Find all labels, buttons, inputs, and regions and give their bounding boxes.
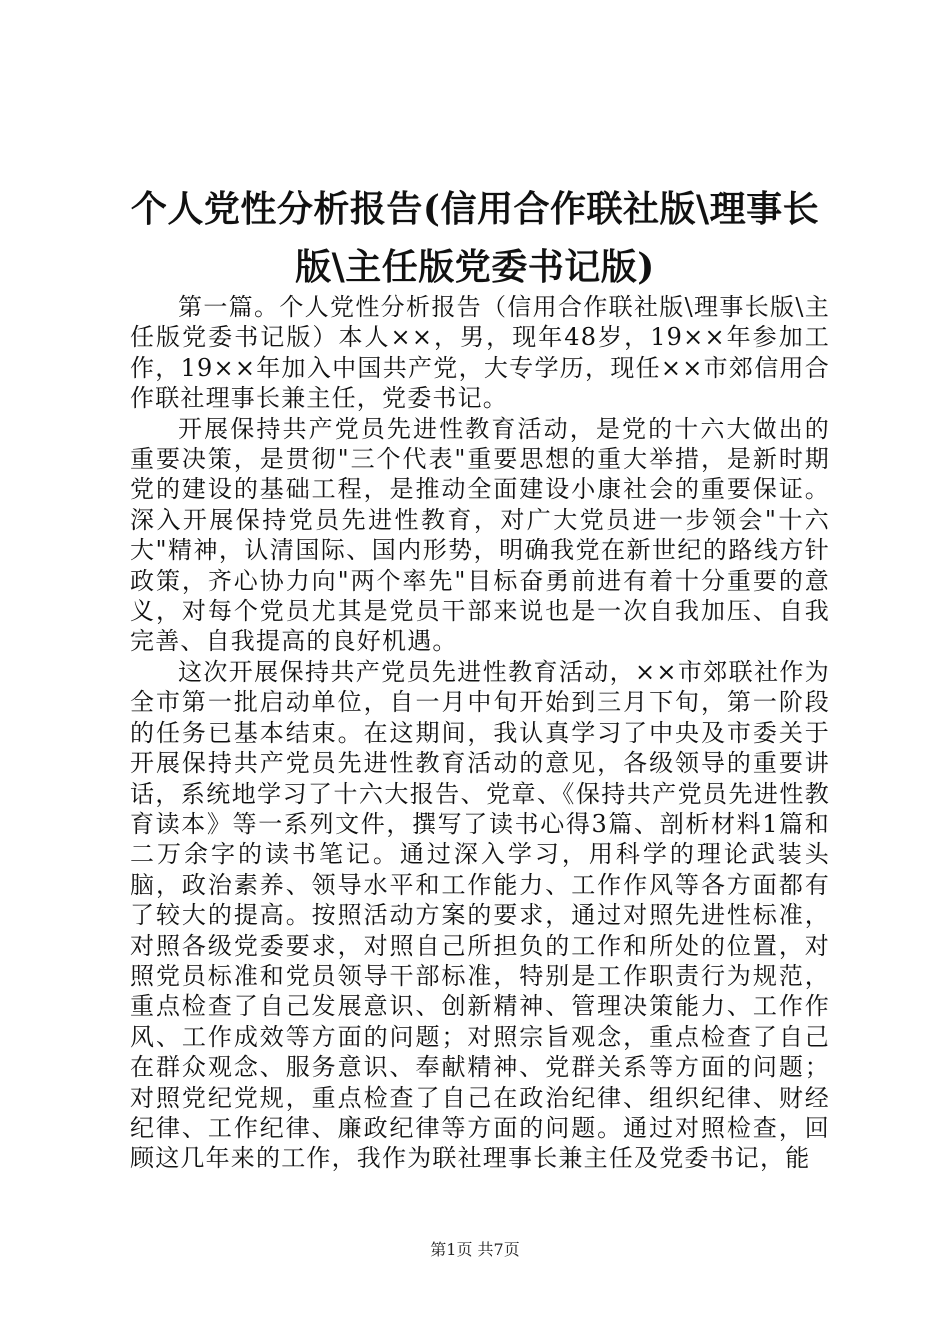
document-body: [130, 292, 830, 1174]
body-paragraph: 这次开展保持共产党员先进性教育活动，××市郊联社作为全市第一批启动单位，自一月中旬开始到三月下旬，第一阶段的任务已基本结束。在这期间，我认真学习了中央及市委关于开展保持共产党员先进性教育活动的意见，各级领导的重要讲话，系统地学习了十六大报告、党章、《保持共产党员先进性教育读本》等一系列文件，撰写了读书心得3篇、剖析材料1篇和二万余字的读书笔记。通过深入学习，用科学的理论武装头脑，政治素养、领导水平和工作能力、工作作风等各方面都有了较大的提高。按照活动方案的要求，通过对照先进性标准，对照各级党委要求，对照自己所担负的工作和所处的位置，对照党员标准和党员领导干部标准，特别是工作职责行为规范，重点检查了自己发展意识、创新精神、管理决策能力、工作作风、工作成效等方面的问题；对照宗旨观念，重点检查了自己在群众观念、服务意识、奉献精神、党群关系等方面的问题；对照党纪党规，重点检查了自己在政治纪律、组织纪律、财经纪律、工作纪律、廉政纪律等方面的问题。通过对照检查，回顾这几年来的工作，我作为联社理事长兼主任及党委书记，能: [130, 657, 830, 1173]
body-paragraph: 第一篇。个人党性分析报告（信用合作联社版\理事长版\主任版党委书记版）本人××，男，现年48岁，19××年参加工作，19××年加入中国共产党，大专学历，现任××市郊信用合作联社理事长兼主任，党委书记。: [130, 293, 830, 413]
body-paragraph: 开展保持共产党员先进性教育活动，是党的十六大做出的重要决策，是贯彻"三个代表"重要思想的重大举措，是新时期党的建设的基础工程，是推动全面建设小康社会的重要保证。深入开展保持党员先进性教育，对广大党员进一步领会"十六大"精神，认清国际、国内形势，明确我党在新世纪的路线方针政策，齐心协力向"两个率先"目标奋勇前进有着十分重要的意义，对每个党员尤其是党员干部来说也是一次自我加压、自我完善、自我提高的良好机遇。: [130, 414, 830, 656]
page-number-footer: 第1页 共7页: [430, 1240, 520, 1259]
document-title: 个人党性分析报告(信用合作联社版\理事长版\主任版党委书记版): [130, 188, 820, 288]
